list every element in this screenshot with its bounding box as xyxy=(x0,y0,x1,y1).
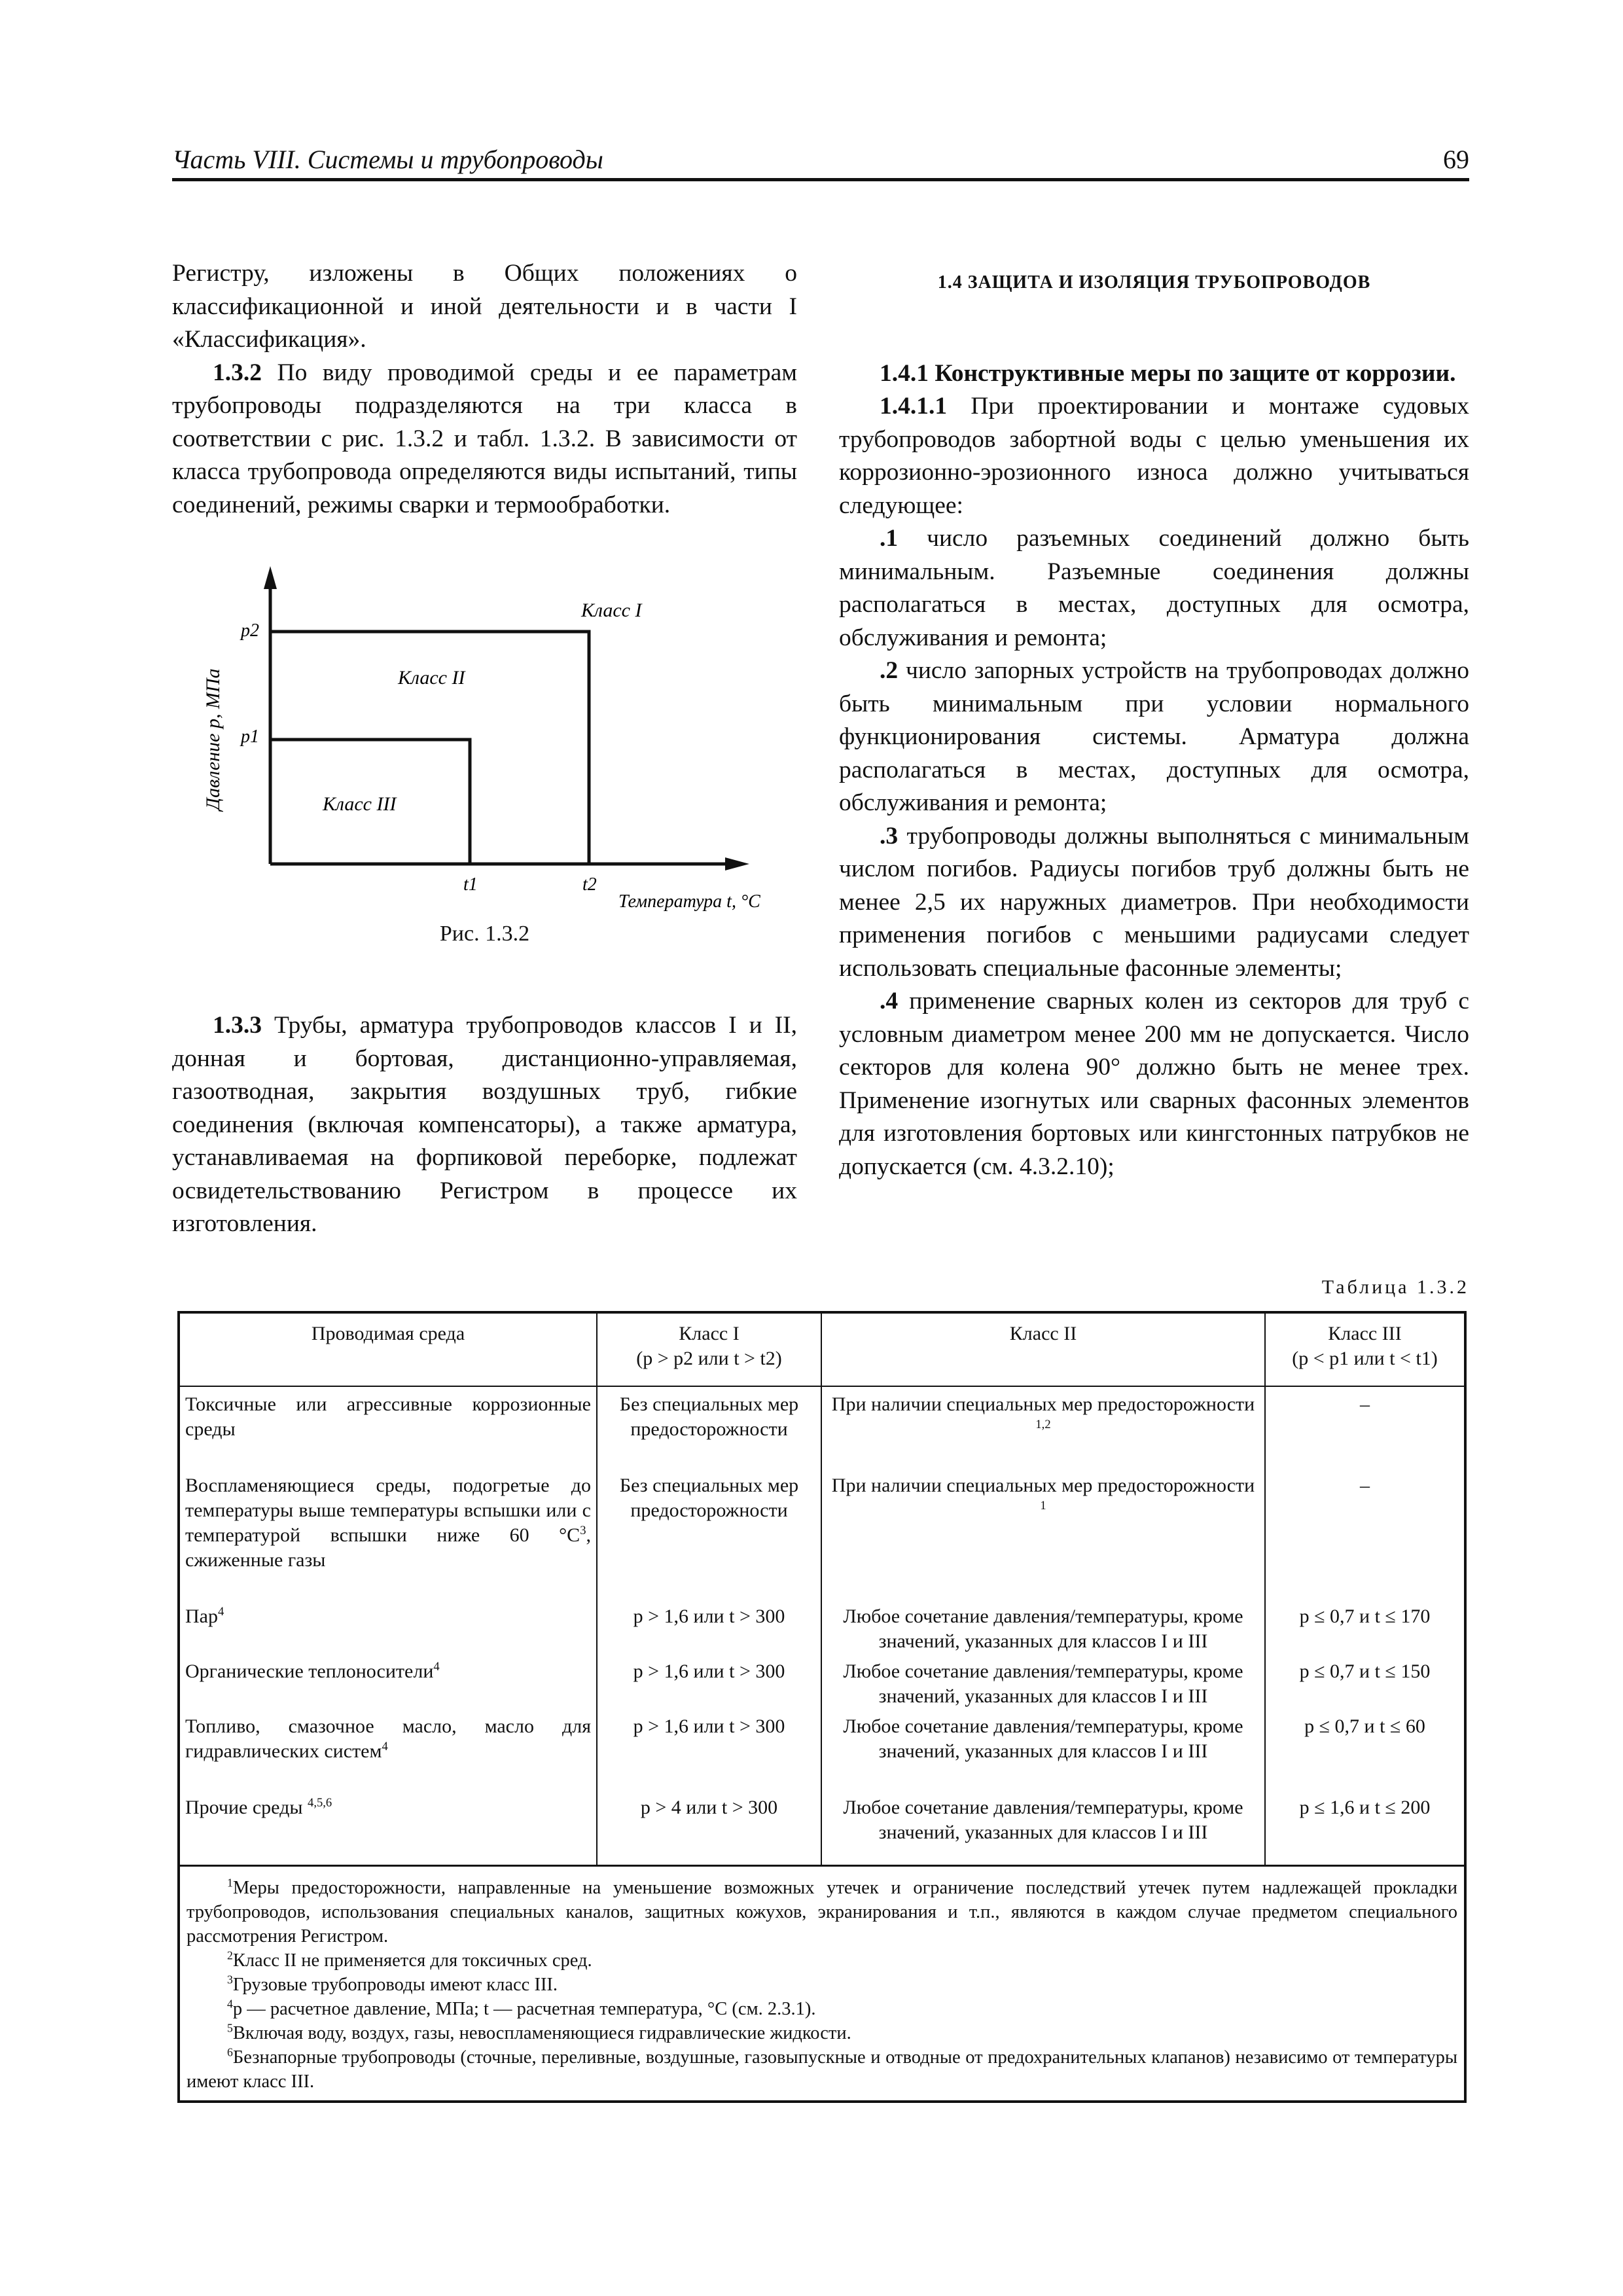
footnote-mark: 1 xyxy=(227,1876,233,1890)
footnote-ref: 1 xyxy=(1040,1499,1046,1513)
footnote-mark: 5 xyxy=(227,2021,233,2035)
clause-number: 1.4.1.1 xyxy=(880,393,948,420)
table-footnotes xyxy=(179,1866,1465,2102)
list-item xyxy=(839,522,1469,655)
cell-class1: Без специальных мер предосторожности xyxy=(597,1386,821,1468)
cell-class3: – xyxy=(1265,1468,1465,1599)
cell-class1: p > 1,6 или t > 300 xyxy=(597,1654,821,1709)
class1-label: Класс I xyxy=(581,600,642,621)
footnote-ref: 4 xyxy=(382,1740,388,1753)
footnote xyxy=(187,1876,1457,1948)
subsection-title-text: 1.4.1 Конструктивные меры по защите от коррозии. xyxy=(880,359,1456,387)
header-class1-text: Класс I xyxy=(679,1323,740,1344)
section-title: 1.4 ЗАЩИТА И ИЗОЛЯЦИЯ ТРУБОПРОВОДОВ xyxy=(937,272,1371,293)
table-row xyxy=(179,1386,1465,1468)
left-column xyxy=(172,257,797,522)
paragraph-text: При проектировании и монтаже судовых трубопроводов забортной воды с целью уменьшения их коррозионно-эрозионного износа должно учитываться следующее: xyxy=(839,393,1470,519)
page-header xyxy=(172,139,1469,181)
footnote-mark: 4 xyxy=(227,1997,233,2011)
footnote xyxy=(187,1948,1457,1973)
footnote-mark: 2 xyxy=(227,1948,233,1962)
table-caption: Таблица 1.3.2 xyxy=(1321,1276,1469,1298)
cell-class2-text: При наличии специальных мер предосторожности xyxy=(831,1393,1255,1415)
header-class3-condition: (p < p1 или t < t1) xyxy=(1292,1348,1438,1369)
cell-class1: p > 4 или t > 300 xyxy=(597,1790,821,1866)
cell-class2 xyxy=(821,1386,1265,1468)
paragraph-1-3-2 xyxy=(172,357,797,522)
cell-medium-text: Пар xyxy=(185,1605,218,1627)
footnote-ref: 4 xyxy=(433,1660,440,1674)
footnote-text: Грузовые трубопроводы имеют класс III. xyxy=(232,1975,558,1995)
table-1-3-2 xyxy=(177,1311,1467,2103)
table-row xyxy=(179,1468,1465,1599)
footnote xyxy=(187,2021,1457,2045)
item-text: трубопроводы должны выполняться с минимальным числом погибов. Радиусы погибов труб должны быть не менее 2,5 их наружных диаметров. При необходимости применения погибов с меньшими радиусами следует использовать специальные фасонные элементы; xyxy=(839,822,1469,982)
paragraph-text: По виду проводимой среды и ее параметрам трубопроводы подразделяются на три класса в соответствии с рис. 1.3.2 и табл. 1.3.2. В зависимости от класса трубопровода определяются виды испытаний, типы соединений, режимы сварки и термообработки. xyxy=(172,359,798,518)
paragraph-1-3-3 xyxy=(172,1009,797,1241)
list-item xyxy=(839,985,1469,1183)
item-text: применение сварных колен из секторов для труб с условным диаметром менее 200 мм не допускается. Число секторов для колена 90° должно быть не менее трех. Применение изогнутых или сварных фасонных элементов для изготовления бортовых или кингстонных патрубков не допускается (см. 4.3.2.10); xyxy=(839,988,1470,1180)
p2-tick: p2 xyxy=(241,620,259,641)
cell-medium-text: Топливо, смазочное масло, масло для гидравлических систем xyxy=(185,1715,591,1762)
footnote-ref: 3 xyxy=(580,1524,586,1537)
cell-medium: Токсичные или агрессивные коррозионные среды xyxy=(179,1386,597,1468)
item-number: .1 xyxy=(880,525,899,552)
cell-medium-tail: , сжиженные газы xyxy=(185,1524,591,1571)
paragraph-text: Трубы, арматура трубопроводов классов I и II, донная и бортовая, дистанционно-управляемая, газоотводная, закрытия воздушных труб, гибкие соединения (включая компенсаторы), а также арматура, устанавливаемая на форпиковой переборке, подлежат освидетельствованию Регистром в процессе их изготовления. xyxy=(172,1012,798,1237)
cell-medium xyxy=(179,1709,597,1790)
page-number: 69 xyxy=(1443,145,1469,174)
x-axis-arrow xyxy=(725,857,749,870)
footnote-ref: 4,5,6 xyxy=(308,1796,332,1810)
clause-number: 1.3.2 xyxy=(213,359,262,386)
cell-medium xyxy=(179,1654,597,1709)
t2-tick: t2 xyxy=(582,874,597,895)
table-footnotes-row xyxy=(179,1866,1465,2102)
cell-class2 xyxy=(821,1468,1265,1599)
footnote-mark: 3 xyxy=(227,1973,233,1986)
item-number: .2 xyxy=(880,657,899,684)
p1-tick: p1 xyxy=(241,726,259,747)
item-number: .4 xyxy=(880,988,899,1014)
footnote-ref: 1,2 xyxy=(1035,1418,1051,1431)
header-class3 xyxy=(1265,1312,1465,1386)
running-title: Часть VIII. Системы и трубопроводы xyxy=(172,145,603,174)
footnote xyxy=(187,1997,1457,2021)
right-column xyxy=(839,257,1469,1183)
item-text: число разъемных соединений должно быть минимальным. Разъемные соединения должны располагаться в местах, доступных для осмотра, обслуживания и ремонта; xyxy=(839,525,1470,651)
footnote xyxy=(187,2045,1457,2094)
cell-medium xyxy=(179,1468,597,1599)
cell-medium-text: Прочие среды xyxy=(185,1797,303,1818)
figure-caption: Рис. 1.3.2 xyxy=(439,922,530,946)
footnote-text: Класс II не применяется для токсичных сред. xyxy=(232,1950,592,1971)
class2-label: Класс II xyxy=(398,667,465,689)
cell-class2: Любое сочетание давления/температуры, кроме значений, указанных для классов I и III xyxy=(821,1709,1265,1790)
header-medium-text: Проводимая среда xyxy=(311,1323,465,1344)
header-class2 xyxy=(821,1312,1265,1386)
clause-number: 1.3.3 xyxy=(213,1012,262,1039)
footnote-mark: 6 xyxy=(227,2045,233,2059)
footnote-ref: 4 xyxy=(217,1605,224,1619)
footnote-text: Включая воду, воздух, газы, невоспламеняющиеся гидравлические жидкости. xyxy=(232,2023,851,2043)
paragraph-continuation: Регистру, изложены в Общих положениях о классификационной и иной деятельности и в части I «Классификация». xyxy=(172,260,797,353)
t1-tick: t1 xyxy=(463,874,478,895)
paragraph-1-3-3-block xyxy=(172,1009,797,1241)
paragraph-1-4-1-1 xyxy=(839,390,1469,522)
table-row xyxy=(179,1654,1465,1709)
header-class1 xyxy=(597,1312,821,1386)
table-row xyxy=(179,1790,1465,1866)
item-number: .3 xyxy=(880,822,899,850)
list-item xyxy=(839,820,1469,986)
header-class2-text: Класс II xyxy=(1009,1323,1077,1344)
cell-medium xyxy=(179,1599,597,1654)
footnote-text: Меры предосторожности, направленные на уменьшение возможных утечек и ограничение последствий утечек путем надлежащей прокладки трубопроводов, использования специальных каналов, защитных кожухов, экранирования и т.п., являются в каждом случае предметом специального рассмотрения Регистром. xyxy=(187,1878,1457,1946)
cell-medium xyxy=(179,1790,597,1866)
y-axis-label: Давление p, МПа xyxy=(202,668,224,810)
cell-class1: Без специальных мер предосторожности xyxy=(597,1468,821,1599)
cell-class3: – xyxy=(1265,1386,1465,1468)
cell-class3: p ≤ 0,7 и t ≤ 170 xyxy=(1265,1599,1465,1654)
cell-class1: p > 1,6 или t > 300 xyxy=(597,1599,821,1654)
cell-medium-text: Воспламеняющиеся среды, подогретые до температуры выше температуры вспышки или с температурой вспышки ниже 60 °C xyxy=(185,1475,591,1546)
cell-class2: Любое сочетание давления/температуры, кроме значений, указанных для классов I и III xyxy=(821,1654,1265,1709)
header-class3-text: Класс III xyxy=(1328,1323,1402,1344)
cell-class1: p > 1,6 или t > 300 xyxy=(597,1709,821,1790)
class-diagram xyxy=(172,563,797,916)
item-text: число запорных устройств на трубопроводах должно быть минимальным при условии нормального функционирования системы. Арматура должна располагаться в местах, доступных для осмотра, обслуживания и ремонта; xyxy=(839,657,1470,816)
list-item xyxy=(839,655,1469,820)
header-class1-condition: (p > p2 или t > t2) xyxy=(636,1348,782,1369)
cell-class3: p ≤ 0,7 и t ≤ 150 xyxy=(1265,1654,1465,1709)
y-axis-arrow xyxy=(264,566,277,589)
header-medium xyxy=(179,1312,597,1386)
cell-class3: p ≤ 0,7 и t ≤ 60 xyxy=(1265,1709,1465,1790)
cell-class2-text: При наличии специальных мер предосторожности xyxy=(831,1475,1255,1496)
cell-medium-text: Органические теплоносители xyxy=(185,1660,434,1682)
table-row xyxy=(179,1709,1465,1790)
table-row xyxy=(179,1599,1465,1654)
class3-label: Класс III xyxy=(323,793,397,815)
cell-class2: Любое сочетание давления/температуры, кроме значений, указанных для классов I и III xyxy=(821,1599,1265,1654)
footnote xyxy=(187,1973,1457,1997)
table-header-row xyxy=(179,1312,1465,1386)
subsection-title xyxy=(839,357,1469,391)
cell-class3: p ≤ 1,6 и t ≤ 200 xyxy=(1265,1790,1465,1866)
cell-class2: Любое сочетание давления/температуры, кроме значений, указанных для классов I и III xyxy=(821,1790,1265,1866)
footnote-text: p — расчетное давление, МПа; t — расчетная температура, °C (см. 2.3.1). xyxy=(232,1999,816,2019)
x-axis-label: Температура t, °C xyxy=(618,891,760,912)
figure-1-3-2 xyxy=(172,563,797,982)
footnote-text: Безнапорные трубопроводы (сточные, переливные, воздушные, газовыпускные и отводные от предохранительных клапанов) независимо от температуры имеют класс III. xyxy=(187,2047,1457,2092)
